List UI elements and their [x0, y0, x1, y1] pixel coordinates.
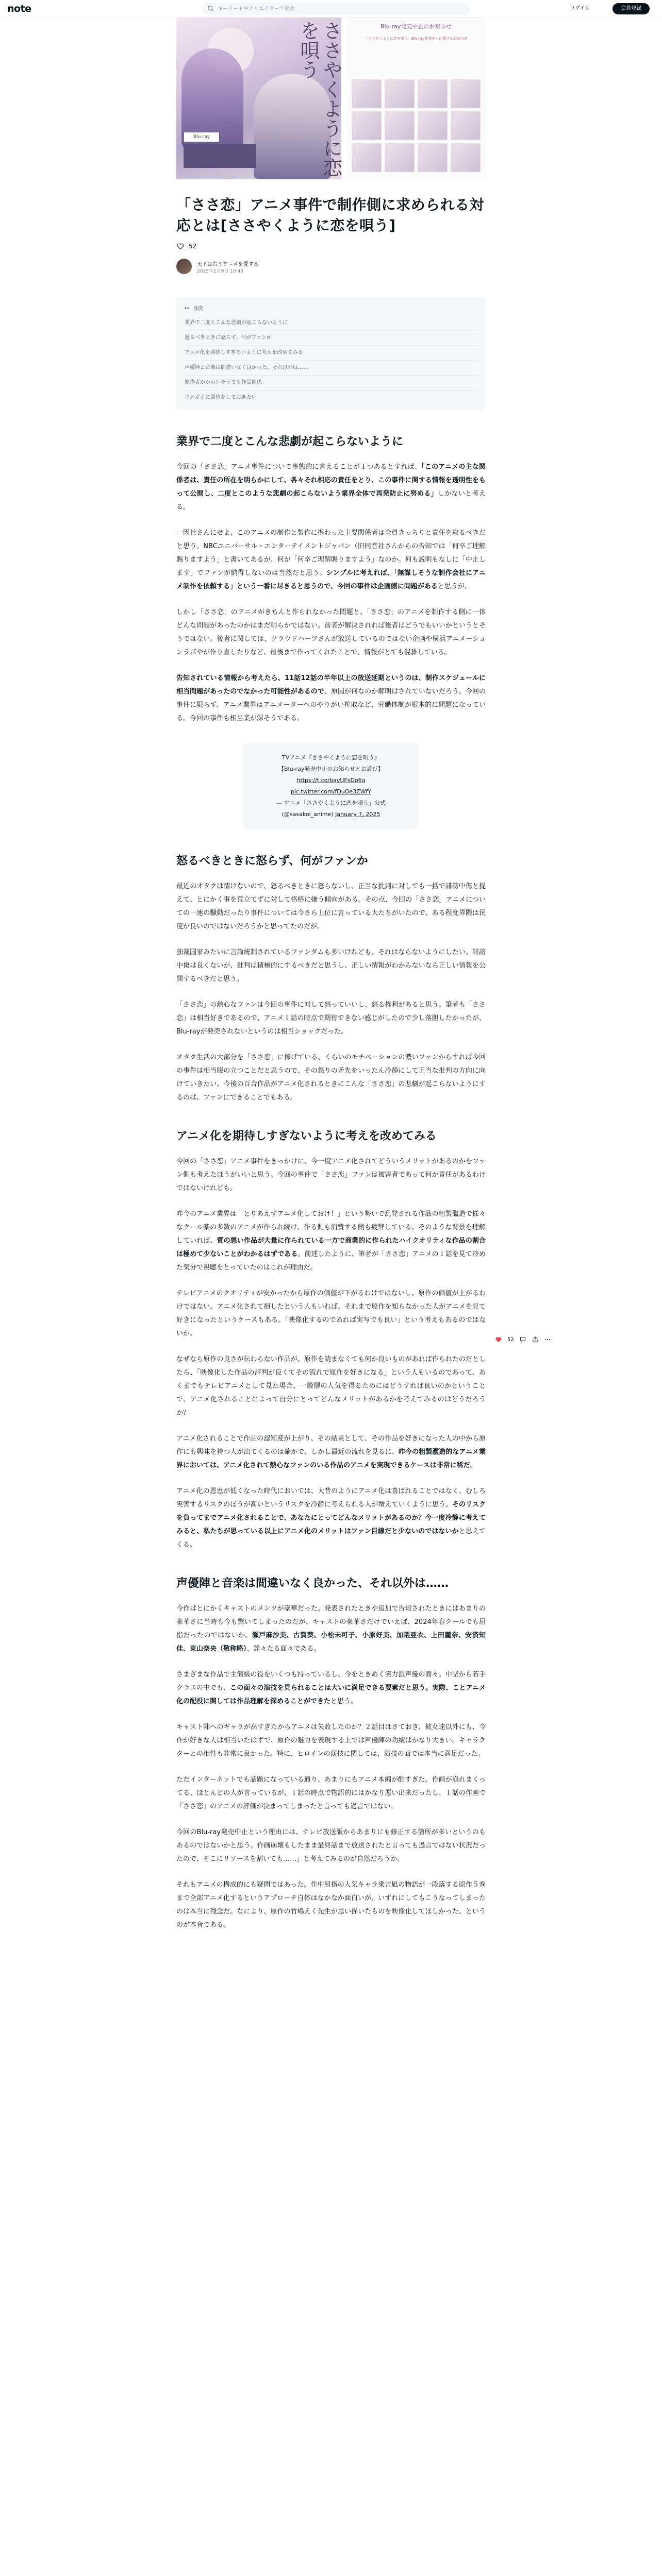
hero-thumb [352, 143, 382, 172]
paragraph [176, 1051, 486, 1105]
search-icon [207, 5, 214, 12]
text-run: 今回の「ささ恋」アニメ事件について事態的に言えることが１つあるとすれば、 [176, 463, 422, 471]
tweet-link[interactable]: https://t.co/bavUFsDo6q [296, 777, 366, 784]
text-run: 、原因が何なのか解明はされていないだろう。今回の事件に限らず、アニメ業界はアニメーターへのやりがい搾取など、労働体制が根本的に問題になっている。今回の事件も相当業が深そうである。 [176, 688, 486, 722]
toc-item[interactable]: ウメガネに期待をしておきたい [185, 395, 257, 400]
text-run: 独裁国家みたいに言論統制されているファンダムも多いけれども、それはならないようにしたい。誹謗中傷は良くないが、批判は積極的にするべきだと思うし、正しい情報がわからないなら正しい情報を公開するべきだと思う。 [176, 948, 486, 983]
text-run: それもアニメの構成的にも疑問ではあった。作中屈指の人気キャラ乗吉凪の物語が一段落する原作５巻まで全部アニメ化するというアプローチ自体はなかなか面白いが、いずれにしてもこうなってしまったのは本当に残念だ。なにより、原作の竹嶋えく先生が思い描いたものを映像化してほしかった、というのが本音である。 [176, 1881, 486, 1929]
toc-item[interactable]: アニメ化を期待しすぎないように考えを改めてみる [185, 346, 477, 361]
toc-header[interactable] [185, 304, 477, 312]
article-title: 「ささ恋」アニメ事件で制作側に求められる対応とは[ささやくように恋を唄う] [176, 196, 485, 234]
hero-bluray-label: Blu-ray [184, 132, 220, 142]
tweet-line: 【Blu-ray発売中止のお知らせとお詫び】 [278, 766, 384, 772]
text-run: 「ささ恋」の熱心なファンは今回の事件に対して怒っていいし、怒る権利があると思う。筆者も「ささ恋」は相当好きであるので、アニメ１話の時点で期待できない感じがしたので少し落胆したかったが、Blu-rayが発売されないというのは相当ショックだった。 [176, 1001, 486, 1036]
hero-thumb [418, 143, 448, 172]
hero-thumb [385, 111, 415, 140]
paragraph [176, 880, 486, 934]
table-of-contents [176, 297, 486, 410]
bold-text: 質の悪い作品が大量に作られている一方で商業的に作られたハイクオリティな作品の割合は極めて少ないことがわかるはずである [176, 1237, 486, 1258]
hero-tag [184, 144, 256, 168]
author-block[interactable] [176, 258, 486, 276]
text-run: さまざまな作品で主演級の役をいくつも持っているし、今をときめく実力派声優の面々。中堅から若手クラスの中でも、 [176, 1671, 486, 1692]
section-heading: 声優陣と音楽は間違いなく良かった、それ以外は…… [176, 1577, 449, 1590]
text-run: しかないと考える。 [176, 490, 486, 511]
share-icon[interactable] [532, 1336, 539, 1343]
search-input[interactable] [218, 4, 460, 13]
text-run: ただインターネットでも話題になっている通り、あまりにもアニメ本編が酷すぎた。作画が崩れまくってる、ほとんどの人が言っているが、１話の時点で物語的にはかなり悪い出来だったし、１話の作画で「ささ恋」のアニメの評価が決まってしまったと言っても過言ではない。 [176, 1776, 486, 1810]
paragraph [176, 1155, 486, 1195]
text-run: しかし「ささ恋」のアニメがきちんと作られなかった問題と、「ささ恋」のアニメを制作する側に一体どんな問題があったのかはまだ明らかではない。前者が解決されれば後者はどうでもいいかというとそうではない。後者に関しては、クラウドハーツさんが放送しているのではない企画や横浜アニメーションラボやが作り直したりなど、最後まで作ってくれたことで、情報がとても混雑している。 [176, 608, 486, 656]
paragraph [176, 1208, 486, 1275]
more-icon[interactable] [544, 1336, 551, 1343]
like-count: 52 [189, 243, 197, 250]
text-run: 最近のオタクは情けないので、怒るべきときに怒らないし、正当な批判に対しても一括で誹謗中傷と捉えて、とにかく事を荒立てずに対して格格に嫌う傾向がある。その点、今回の「ささ恋」アニメについての一連の騒動だったり事件については今さら上位に言っている大たちがいたので、ある程度界隈は民度が良いのではないだろうかと思ってたのだが。 [176, 883, 486, 930]
bold-text: そのリスクを負ってまでアニメ化されることで、あなたにとってどんなメリットがあるのか？今一度冷静に考えてみると、私たちが思っている以上にアニメ化のメリットはファン目線だと少ないのではないか [176, 1501, 486, 1535]
tweet-line: TVアニメ『ささやくように恋を唄う』 [282, 754, 380, 761]
author-name[interactable]: 天下は右ミアニメを愛する [197, 262, 259, 267]
paragraph [176, 1602, 486, 1656]
hero-thumb [352, 79, 382, 108]
text-run: なぜなら原作の良さが伝わらない作品が、原作を読まなくても何か良いものがあれば作られたのだとしたら、「映像化した作品の評判が良くてその流れで原作を好きになる」という人もいるのであって、あくまでもテレビアニメとして見た場合、一般層の人気を得るためにはどうすれば良いのかということで、アニメ化されることによって自分にとってどんなメリットがあるかを考えてみるのはどうだろうか？ [176, 1355, 486, 1417]
toc-item[interactable]: 業界で二度とこんな悲劇が起こらないように [185, 316, 477, 331]
search-box[interactable] [202, 3, 470, 15]
paragraph [176, 672, 486, 725]
hero-vertical-title: ささやくように恋を唄う [297, 21, 342, 177]
hero-notice-text: 「ささやくように恋を唄う」Blu-ray発売中止に関するお知らせ [365, 37, 468, 41]
site-header [0, 0, 662, 18]
hero-thumb [385, 143, 415, 172]
text-run: 。 [470, 1462, 477, 1469]
text-run: オタク生活の大部分を「ささ恋」に捧げている、くらいのモチベーションの濃いファンからすれば今回の事件は相当腹の立つことだと思うので、その怒りの矛先をいったん冷静にして正当な批判の方向に向けていきたい。今後の百合作品がアニメ化されるときにこんな「ささ恋」の悲劇が起こらないようにするのは、ファンにできることでもある。 [176, 1054, 486, 1101]
like-row [176, 242, 486, 250]
article [176, 18, 486, 1944]
bold-text: 昨今の粗製濫造的なアニメ業界においては、アニメ化されて熱心なファンのいる作品のアニメを実現できるケースは非常に稀だ [176, 1448, 486, 1469]
paragraph [176, 1878, 486, 1932]
section-heading: アニメ化を期待しすぎないように考えを改めてみる [176, 1130, 437, 1143]
paragraph [176, 606, 486, 659]
hero-thumb [451, 111, 481, 140]
hero-key-visual [176, 18, 341, 179]
toc-list [185, 316, 477, 405]
hero-thumb [352, 111, 382, 140]
paragraph [176, 1826, 486, 1866]
text-run: キャスト陣へのギャラが高すぎたからアニメは失敗したのか？２話目はさておき、彼女達以外にも、今作が好きな人は相当いたはずで、原作の魅力を表現する上では声優陣の功績はかなり大きい。キャラクターとの相性も非常に良かった。特に、ヒロインの演技に関しては、演技の面では本当に満足だった。 [176, 1723, 486, 1758]
toc-item[interactable]: 原作者がかわいそうでも作品関係 [185, 376, 477, 391]
signup-button[interactable]: 会員登録 [613, 3, 650, 14]
heart-icon[interactable] [176, 242, 185, 250]
hero-notice-panel [346, 18, 486, 179]
text-run: 今回のBlu-ray発売中止という理由には、テレビ放送版からあまりにも修正する箇所が多いというのもあるのではないかと思う。作画崩壊もしたまま最終話まで放送されたと言っても過言ではない状況だったので、そこにリソースを割いても……」と考えてみるのが自然だろうか。 [176, 1828, 486, 1863]
avatar[interactable] [176, 259, 192, 274]
note-logo[interactable]: note [7, 3, 31, 14]
paragraph [176, 1485, 486, 1552]
toc-item[interactable]: 怒るべきときに怒らず、何がファンか [185, 331, 477, 346]
tweet-author: — アニメ「ささやくように恋を唄う」公式 [276, 800, 386, 806]
login-button[interactable]: ログイン [565, 4, 595, 14]
paragraph [176, 1353, 486, 1420]
text-run: 、錚々たる面々である。 [246, 1645, 321, 1653]
paragraph [176, 1287, 486, 1341]
embedded-tweet[interactable] [243, 743, 419, 829]
hero-thumb [451, 143, 481, 172]
text-run: と思う。 [330, 1698, 358, 1705]
text-run: 一因社さんにせよ、このアニメの制作と製作に携わった主要関係者は全員きっちりと責任を取るべきだと思う。NBCユニバーサル・エンターテイメントジャパン（旧同音社さんからの告知では「何卒ご理解賜りますよう」と書いてあるが、何が「何卒ご理解賜りますよう」なのか。何も説明もなしに「中止します」でファンが納得しないのは当然だと思う。 [176, 529, 486, 577]
article-body [176, 434, 486, 1932]
text-run: 。前述したように、筆者が「ささ恋」アニメの１話を見て冷めた気分で視聴をとっていたのはこれが理由だ。 [176, 1250, 486, 1272]
text-run: 今回の「ささ恋」アニメ事件をきっかけに、今一度アニメ化されてどういうメリットがあるのかをファン側も考えたほうがいいと思う。今回の事件で「ささ恋」ファンは被害者であって何か責任があるわけではないけれども。 [176, 1158, 486, 1192]
hero-thumb [385, 79, 415, 108]
section-heading: 怒るべきときに怒らず、何がファンか [176, 855, 368, 868]
hero-thumb [418, 111, 448, 140]
text-run: 今作はとにかくキャストのメンツが豪華だった。発表されたときや追加で告知されたときにはあまりの豪華さに当時も今も驚いてしまったのだが、キャストの豪華さだけでいえば、2024年春クールでも屈指だったのではないか。 [176, 1605, 486, 1639]
bold-text: 「このアニメの主な関係者は、責任の所在を明らかにして、各々それ相応の責任をとり、この事件に関する情報を透明性をもって公開し、二度とこのような悲劇の起こらないよう業界全体で再発防止に努める」 [176, 463, 486, 498]
comment-icon[interactable] [519, 1336, 526, 1343]
float-like-count: 52 [507, 1336, 514, 1343]
paragraph [176, 1432, 486, 1472]
bold-text: 瀬戸麻沙美、古賀葵、小松未可子、小原好美、加隈亜衣、上田麗奈、安済知佳、東山奈央（敬称略） [176, 1632, 486, 1653]
text-run: テレビアニメのクオリティが安かったから原作の価値が下がるわけではないし、原作の価値が上がるわけではない。アニメ化されて損したという人もいれば、それまで原作を知らなかった人がアニメを見て好きになったというケースもある。「映像化するのであれば実写でも良い」という考えもあるのではないか。 [176, 1290, 486, 1337]
hero-thumb [451, 79, 481, 108]
hero-thumb [418, 79, 448, 108]
floating-action-bar [495, 1333, 551, 1346]
list-icon [185, 306, 190, 311]
paragraph [176, 461, 486, 514]
text-run: と思うが、 [437, 583, 471, 590]
paragraph [176, 946, 486, 986]
hero-thumb-grid [352, 79, 481, 172]
hero-notice-title: Blu-ray発売中止のお知らせ [380, 23, 452, 30]
text-run: 昨今のアニメ業界は「とりあえずアニメ化しておけ！」という勢いで乱発される作品の粗製濫造で様々なクール楽の多数のアニメが作られ続け、作る側も消費する側も疲弊している。そのような背景を理解していれば、 [176, 1210, 486, 1245]
text-run: アニメ化の恩恵が低くなった時代においては、大昔のようにアニメ化は喜ばれることではなく、むしろ実害するリスクのほうが高いというリスクを冷静に考えられる人が増えていくように思う。 [176, 1487, 486, 1509]
tweet-date-link[interactable]: January 7, 2025 [335, 811, 380, 818]
paragraph [176, 1721, 486, 1761]
paragraph [176, 1773, 486, 1814]
heart-icon[interactable] [495, 1336, 502, 1343]
toc-label: 目次 [193, 306, 203, 312]
paragraph [176, 998, 486, 1039]
paragraph [176, 1668, 486, 1708]
text-run: アニメ化されることで作品の認知度が上がり、その結果として、その作品を好きになった人の中から原作にも興味を持つ人が出てくるのは確かで、しかし最近の流れを見るに、 [176, 1435, 486, 1456]
text-run: と思えてくる。 [176, 1528, 486, 1549]
paragraph [176, 527, 486, 594]
publish-date: 2025年1月9日 10:43 [197, 269, 244, 274]
bold-text: シンプルに考えれば、「無謀しそうな制作会社にアニメ制作を依頼する」という一番に尽きると思うので、今回の事件は企画側に問題がある [176, 569, 486, 590]
toc-item[interactable]: 声優陣と音楽は間違いなく良かった、それ以外は…… [185, 361, 477, 376]
hero-image [176, 18, 486, 179]
tweet-image-link[interactable]: pic.twitter.com/fDuOe3ZWfY [290, 788, 372, 795]
bold-text: この面々の演技を見られることは大いに満足できる要素だと思う。実際、ことアニメ化の配役に関しては作品理解を深めることができた [176, 1684, 486, 1705]
tweet-handle: (@sasakoi_anime) [282, 811, 334, 818]
section-heading: 業界で二度とこんな悲劇が起こらないように [176, 435, 404, 448]
bold-text: 告知されている情報から考えたら、11話12話の半年以上の放送延期というのは、制作スケジュールに相当問題があったのでなかった可能性があるので [176, 674, 486, 696]
